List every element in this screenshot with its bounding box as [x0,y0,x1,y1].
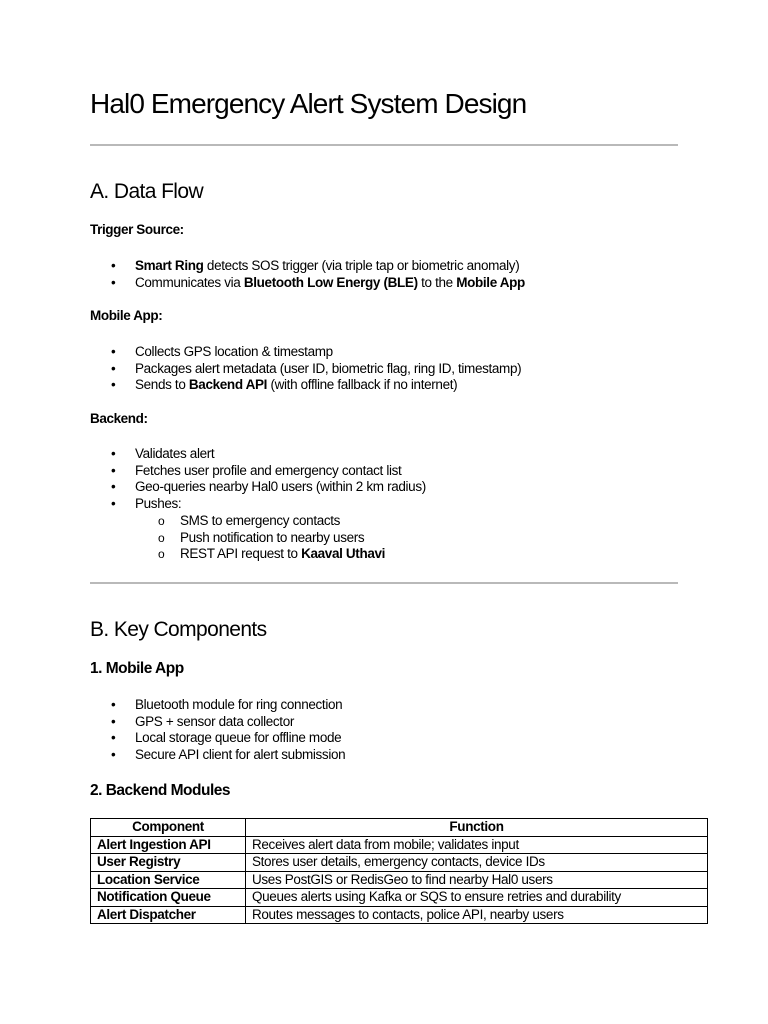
bold-text: Backend API [188,377,268,393]
text: Push notification to nearby users [180,529,365,545]
function-cell: Routes messages to contacts, police API, nearby users [246,906,708,924]
list-item [90,730,345,747]
horizontal-rule [90,144,678,146]
table-header-row [91,819,708,837]
text: Bluetooth module for ring connection [135,697,343,712]
text: Collects GPS location & timestamp [135,344,333,359]
function-cell: Uses PostGIS or RedisGeo to find nearby Hal0 users [246,871,708,889]
backend-modules-heading: 2. Backend Modules [90,782,231,799]
text: Validates alert [135,446,215,461]
list-item [90,377,521,394]
mobile-app-components-list [90,697,345,763]
component-cell: Notification Queue [91,889,246,907]
document-title: Hal0 Emergency Alert System Design [90,88,527,119]
trigger-source-label: Trigger Source: [90,222,184,237]
list-item [90,275,525,292]
bold-text: Smart Ring [135,258,204,273]
bold-text: Mobile App [456,274,525,290]
text: (with offline fallback if no internet) [267,377,458,393]
bold-text: Kaaval Uthavi [301,546,386,562]
text: to the [417,274,457,290]
component-cell: User Registry [91,854,246,872]
mobile-app-list [90,344,521,394]
mobile-app-label: Mobile App: [90,308,163,323]
text: Secure API client for alert submission [135,746,346,762]
section-b-heading: B. Key Components [90,618,267,641]
mobile-app-heading: 1. Mobile App [90,660,184,677]
list-item [90,361,521,378]
text: Local storage queue for offline mode [135,730,342,746]
backend-modules-table [90,818,708,924]
text: Communicates via [135,274,244,290]
table-row [91,906,708,924]
horizontal-rule [90,582,678,584]
table-row [91,871,708,889]
text: SMS to emergency contacts [180,513,341,528]
list-item [90,714,345,731]
list-item [90,446,426,463]
table-body [91,836,708,924]
list-item [90,344,521,361]
text: Fetches user profile and emergency contact list [135,462,402,478]
pushes-sub-list [90,513,385,563]
list-item [90,496,426,513]
component-cell: Location Service [91,871,246,889]
backend-list [90,446,426,512]
function-cell: Queues alerts using Kafka or SQS to ensure retries and durability [246,889,708,907]
list-item [90,530,385,547]
text: Sends to [135,377,189,393]
text: Pushes: [135,495,182,511]
text: Geo-queries nearby Hal0 users (within 2 km radius) [135,479,426,495]
list-item [90,697,345,714]
text: detects SOS trigger (via triple tap or biometric anomaly) [203,258,520,273]
list-item [90,479,426,496]
section-a-heading: A. Data Flow [90,180,204,203]
table-row [91,889,708,907]
list-item [90,546,385,563]
text: Packages alert metadata (user ID, biometric flag, ring ID, timestamp) [135,360,522,376]
backend-label: Backend: [90,411,148,426]
list-item [90,513,385,530]
function-cell: Receives alert data from mobile; validates input [246,836,708,854]
component-cell: Alert Ingestion API [91,836,246,854]
list-item [90,747,345,764]
list-item [90,463,426,480]
component-cell: Alert Dispatcher [91,906,246,924]
table-row [91,836,708,854]
list-item [90,258,525,275]
table-row [91,854,708,872]
trigger-source-list [90,258,525,291]
function-cell: Stores user details, emergency contacts, device IDs [246,854,708,872]
text: REST API request to [180,546,302,562]
column-header-function: Function [246,819,708,837]
bold-text: Bluetooth Low Energy (BLE) [243,274,418,290]
column-header-component: Component [91,819,246,837]
text: GPS + sensor data collector [135,713,295,729]
